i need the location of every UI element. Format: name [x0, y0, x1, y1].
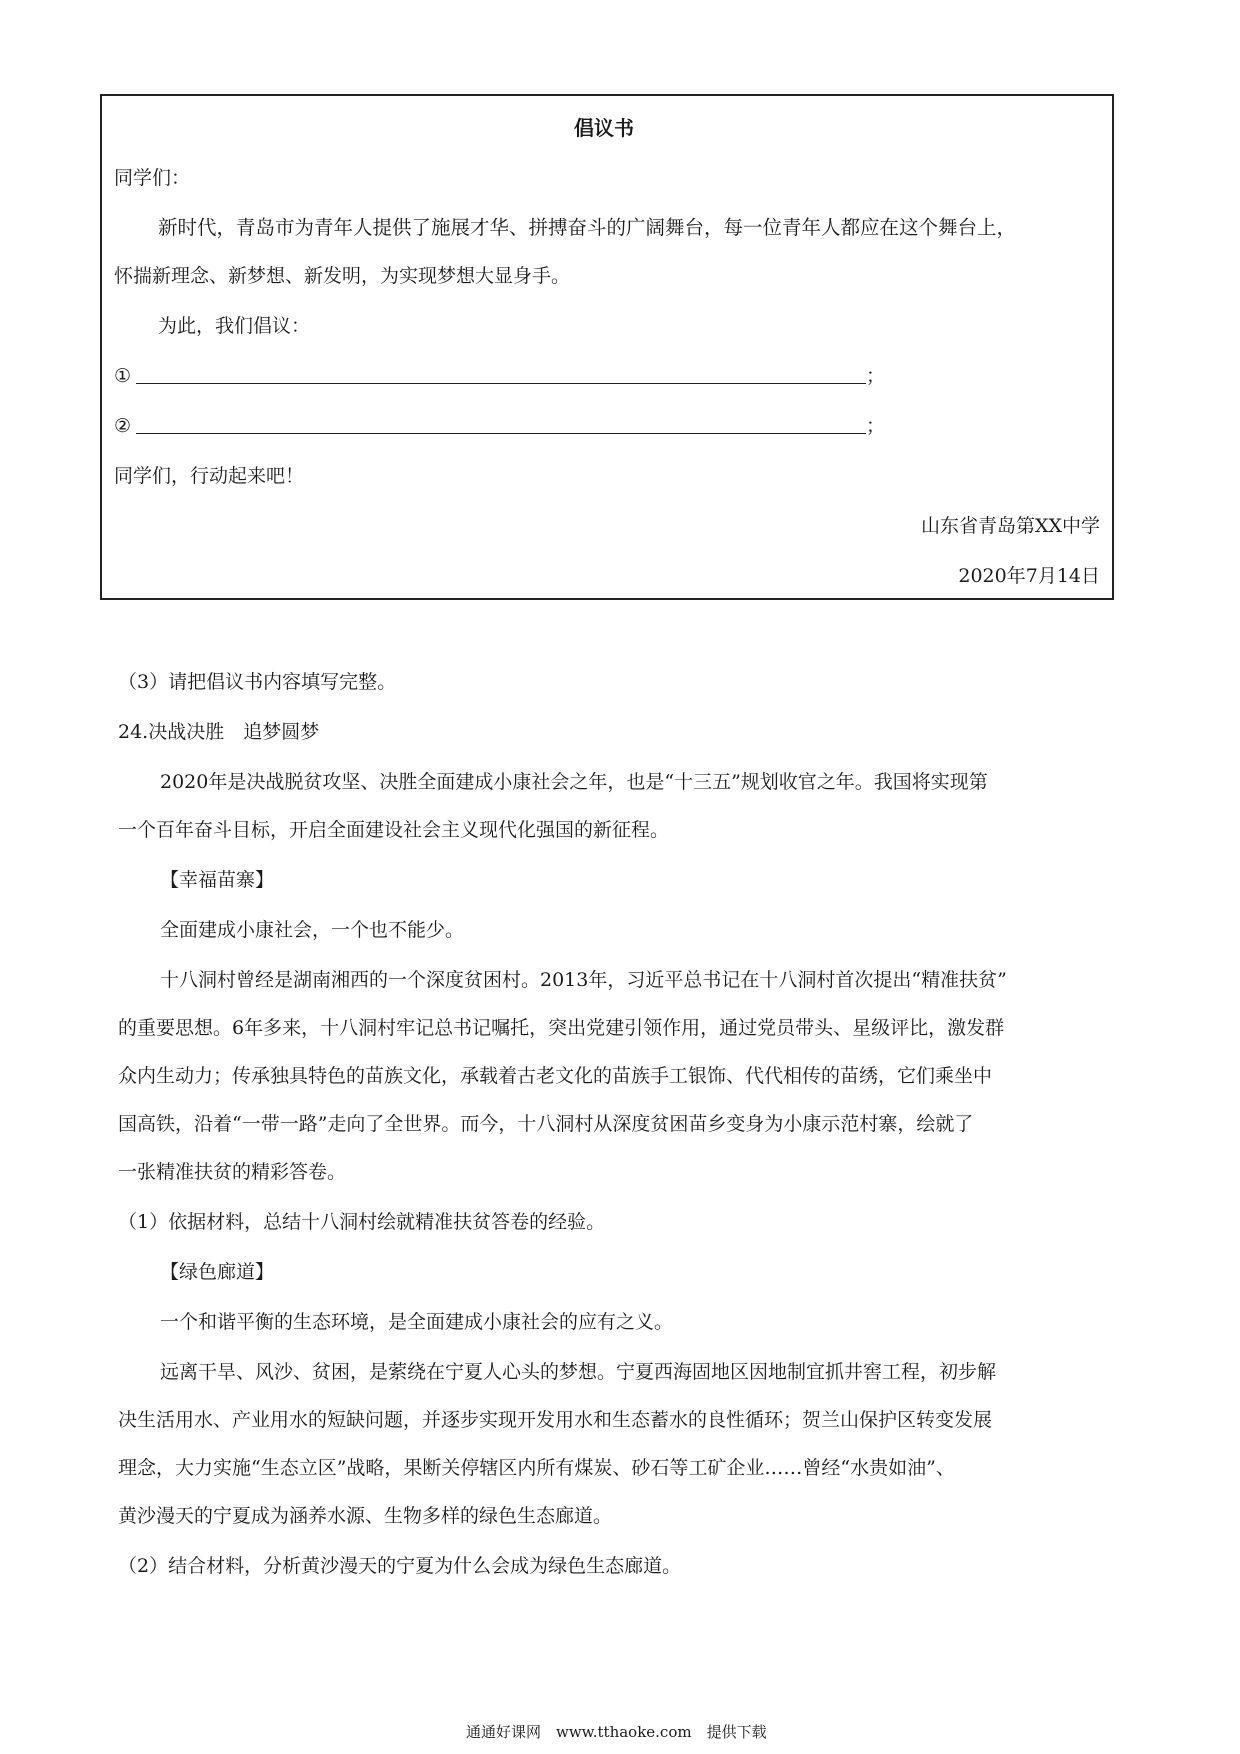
- proposal-date: 2020年7月14日: [958, 565, 1100, 587]
- proposal-paragraph-line: 新时代，青岛市为青年人提供了施展才华、拼搏奋斗的广阔舞台，每一位青年人都应在这个舞台上，: [158, 216, 1017, 239]
- material-line: 的重要思想。6年多来，十八洞村牢记总书记嘱托，突出党建引领作用，通过党员带头、星级评比，激发群: [118, 1017, 1005, 1039]
- material-line: 理念，大力实施“生态立区”战略，果断关停辖区内所有煤炭、砂石等工矿企业……曾经“水贵如油”、: [118, 1457, 955, 1479]
- material-line: 国高铁，沿着“一带一路”走向了全世界。而今，十八洞村从深度贫困苗乡变身为小康示范村寨，绘就了: [118, 1113, 974, 1135]
- section-lead: 全面建成小康社会，一个也不能少。: [160, 919, 465, 941]
- proposal-signature: 山东省青岛第XX中学: [920, 515, 1100, 537]
- proposal-item-end: ；: [866, 415, 886, 437]
- material-line: 远离干旱、风沙、贫困，是萦绕在宁夏人心头的梦想。宁夏西海固地区因地制宜抓井窖工程，初步解: [160, 1361, 997, 1383]
- material-line: 十八洞村曾经是湖南湘西的一个深度贫困村。2013年，习近平总书记在十八洞村首次提出“精准扶贫”: [160, 969, 1007, 991]
- proposal-item-marker: ①: [114, 365, 132, 387]
- question-24-2: （2）结合材料，分析黄沙漫天的宁夏为什么会成为绿色生态廊道。: [118, 1555, 682, 1577]
- proposal-call: 为此，我们倡议：: [158, 315, 311, 337]
- section-title-green-corridor: 【绿色廊道】: [160, 1261, 275, 1283]
- proposal-item-end: ；: [866, 365, 886, 387]
- material-line: 决生活用水、产业用水的短缺问题，并逐步实现开发用水和生态蓄水的良性循环；贺兰山保护区转变发展: [118, 1409, 993, 1431]
- intro-line: 一个百年奋斗目标，开启全面建设社会主义现代化强国的新征程。: [118, 819, 670, 841]
- proposal-paragraph-line: 怀揣新理念、新梦想、新发明，为实现梦想大显身手。: [114, 265, 571, 287]
- material-line: 黄沙漫天的宁夏成为涵养水源、生物多样的绿色生态廊道。: [118, 1505, 613, 1527]
- material-line: 众内生动力；传承独具特色的苗族文化，承载着古老文化的苗族手工银饰、代代相传的苗绣，它们乘坐中: [118, 1065, 993, 1087]
- answer-blank-2[interactable]: [136, 433, 866, 434]
- proposal-greeting: 同学们：: [114, 167, 191, 189]
- answer-blank-1[interactable]: [136, 383, 866, 384]
- intro-line: 2020年是决战脱贫攻坚、决胜全面建成小康社会之年，也是“十三五”规划收官之年。我国将实现第: [160, 771, 988, 793]
- material-line: 一张精准扶贫的精彩答卷。: [118, 1161, 347, 1183]
- question-24-heading: 24.决战决胜 追梦圆梦: [118, 721, 320, 743]
- question-23-3: （3）请把倡议书内容填写完整。: [118, 671, 397, 693]
- proposal-closing: 同学们，行动起来吧！: [114, 465, 305, 487]
- page-footer: 通通好课网 www.tthaoke.com 提供下载: [466, 1723, 767, 1741]
- proposal-item-marker: ②: [114, 415, 132, 437]
- section-title-happy-village: 【幸福苗寨】: [160, 869, 275, 891]
- question-24-1: （1）依据材料，总结十八洞村绘就精准扶贫答卷的经验。: [118, 1211, 606, 1233]
- proposal-title: 倡议书: [574, 116, 634, 140]
- section-lead: 一个和谐平衡的生态环境，是全面建成小康社会的应有之义。: [160, 1311, 674, 1333]
